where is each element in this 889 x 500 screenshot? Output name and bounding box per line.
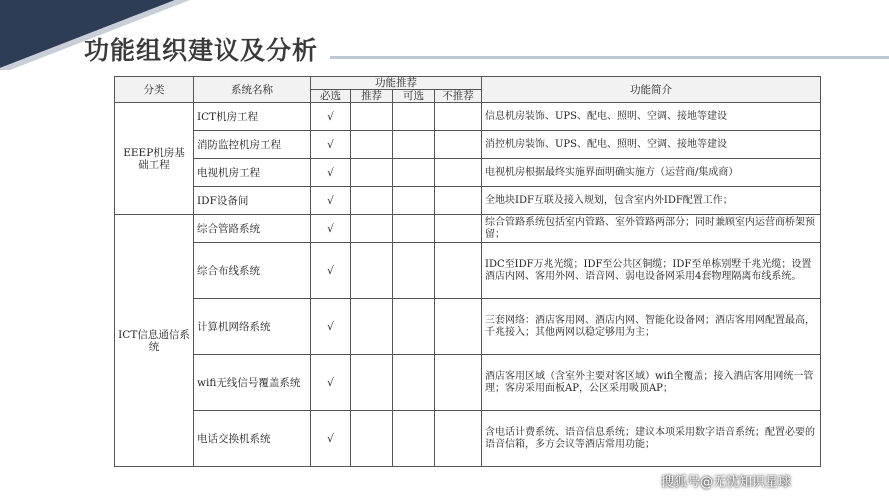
required-mark: √ [311, 131, 351, 159]
header-system-name: 系统名称 [194, 77, 311, 103]
optional-mark [393, 243, 435, 299]
optional-mark [393, 411, 435, 467]
optional-mark [393, 355, 435, 411]
not-recommended-mark [435, 355, 482, 411]
description: 含电话计费系统、语音信息系统；建议本项采用数字语音系统；配置必要的语音信箱，多方会议等酒店常用功能； [482, 411, 821, 467]
required-mark: √ [311, 159, 351, 187]
recommended-mark [351, 355, 393, 411]
header-optional: 可选 [393, 90, 435, 103]
optional-mark [393, 215, 435, 243]
table-row [115, 159, 821, 187]
table-row [115, 411, 821, 467]
watermark: 搜狐号@无忧知识星球 [661, 475, 792, 490]
recommended-mark [351, 103, 393, 131]
header-category: 分类 [115, 77, 194, 103]
recommended-mark [351, 187, 393, 215]
recommended-mark [351, 131, 393, 159]
function-table [114, 76, 821, 467]
table-row [115, 355, 821, 411]
table-row [115, 299, 821, 355]
description: 电视机房根据最终实施界面明确实施方（运营商/集成商） [482, 159, 821, 187]
table-row [115, 243, 821, 299]
header-recommend: 功能推荐 [311, 77, 482, 90]
system-name: 综合管路系统 [194, 215, 311, 243]
optional-mark [393, 299, 435, 355]
required-mark: √ [311, 243, 351, 299]
not-recommended-mark [435, 411, 482, 467]
header-not-recommended: 不推荐 [435, 90, 482, 103]
not-recommended-mark [435, 103, 482, 131]
not-recommended-mark [435, 215, 482, 243]
recommended-mark [351, 411, 393, 467]
optional-mark [393, 187, 435, 215]
description: 消控机房装饰、UPS、配电、照明、空调、接地等建设 [482, 131, 821, 159]
description: 全地块IDF互联及接入规划，包含室内外IDF配置工作； [482, 187, 821, 215]
required-mark: √ [311, 355, 351, 411]
system-name: ICT机房工程 [194, 103, 311, 131]
table-row [115, 103, 821, 131]
optional-mark [393, 103, 435, 131]
description: 综合管路系统包括室内管路、室外管路两部分；同时兼顾室内运营商桥架预留； [482, 215, 821, 243]
category-cell: EEEP机房基础工程 [115, 103, 194, 215]
recommended-mark [351, 159, 393, 187]
system-name: 综合布线系统 [194, 243, 311, 299]
system-name: 电话交换机系统 [194, 411, 311, 467]
recommended-mark [351, 299, 393, 355]
page-title: 功能组织建议及分析 [84, 36, 319, 65]
header-required: 必选 [311, 90, 351, 103]
not-recommended-mark [435, 131, 482, 159]
not-recommended-mark [435, 159, 482, 187]
system-name: 消防监控机房工程 [194, 131, 311, 159]
description: 酒店客用区域（含室外主要对客区域）wifi全覆盖；接入酒店客用网统一管理；客房采用面板AP，公区采用吸顶AP； [482, 355, 821, 411]
table-row [115, 187, 821, 215]
description: 信息机房装饰、UPS、配电、照明、空调、接地等建设 [482, 103, 821, 131]
description: 三套网络：酒店客用网、酒店内网、智能化设备网；酒店客用网配置最高，千兆接入；其他两网以稳定够用为主； [482, 299, 821, 355]
recommended-mark [351, 243, 393, 299]
system-name: wifi无线信号覆盖系统 [194, 355, 311, 411]
recommended-mark [351, 215, 393, 243]
not-recommended-mark [435, 243, 482, 299]
table-row [115, 131, 821, 159]
header-recommended: 推荐 [351, 90, 393, 103]
required-mark: √ [311, 299, 351, 355]
required-mark: √ [311, 215, 351, 243]
optional-mark [393, 131, 435, 159]
title-divider [330, 56, 889, 59]
not-recommended-mark [435, 299, 482, 355]
system-name: 计算机网络系统 [194, 299, 311, 355]
table-row [115, 215, 821, 243]
required-mark: √ [311, 103, 351, 131]
optional-mark [393, 159, 435, 187]
not-recommended-mark [435, 187, 482, 215]
system-name: 电视机房工程 [194, 159, 311, 187]
system-name: IDF设备间 [194, 187, 311, 215]
required-mark: √ [311, 411, 351, 467]
category-cell: ICT信息通信系统 [115, 215, 194, 467]
header-description: 功能简介 [482, 77, 821, 103]
description: IDC至IDF万兆光缆；IDF至公共区铜缆；IDF至单栋别墅千兆光缆；设置酒店内网、客用外网、语音网、弱电设备网采用4套物理隔离布线系统。 [482, 243, 821, 299]
required-mark: √ [311, 187, 351, 215]
